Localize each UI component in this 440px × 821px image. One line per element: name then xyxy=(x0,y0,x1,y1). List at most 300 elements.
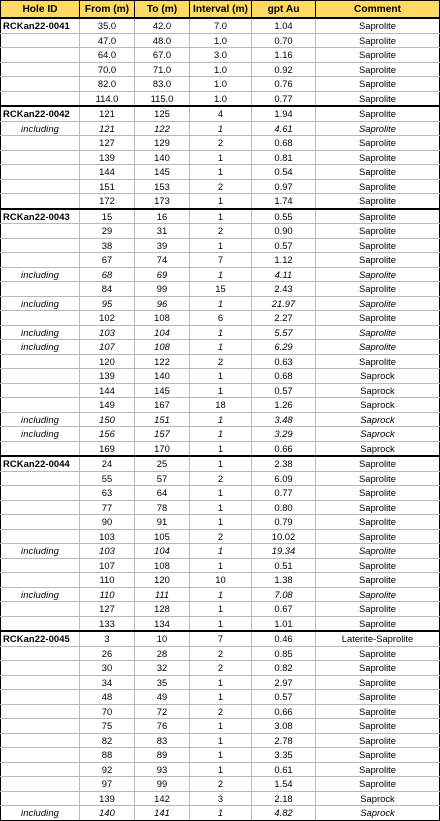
cell-comment: Saprolite xyxy=(316,602,440,617)
table-row xyxy=(1,77,440,92)
cell-interval: 1 xyxy=(190,150,252,165)
cell-including-label: including xyxy=(1,806,80,821)
cell-from: 95 xyxy=(80,296,135,311)
cell-gpt-au: 2.97 xyxy=(252,675,316,690)
cell-to: 105 xyxy=(135,529,190,544)
cell-interval: 1 xyxy=(190,806,252,821)
cell-comment: Saprolite xyxy=(316,515,440,530)
cell-hole-id-blank xyxy=(1,486,80,501)
cell-hole-id-blank xyxy=(1,733,80,748)
cell-interval: 1 xyxy=(190,733,252,748)
cell-hole-id-blank xyxy=(1,165,80,180)
cell-gpt-au: 1.54 xyxy=(252,777,316,792)
table-row xyxy=(1,704,440,719)
cell-gpt-au: 3.35 xyxy=(252,748,316,763)
table-row-including xyxy=(1,806,440,821)
cell-to: 128 xyxy=(135,602,190,617)
cell-interval: 1 xyxy=(190,383,252,398)
header-from: From (m) xyxy=(80,1,135,19)
header-interval: Interval (m) xyxy=(190,1,252,19)
cell-interval: 1 xyxy=(190,194,252,209)
cell-including-label: including xyxy=(1,296,80,311)
cell-gpt-au: 0.61 xyxy=(252,762,316,777)
cell-comment: Saprolite xyxy=(316,121,440,136)
cell-from: 47.0 xyxy=(80,33,135,48)
cell-from: 63 xyxy=(80,486,135,501)
cell-comment: Saprolite xyxy=(316,573,440,588)
cell-from: 121 xyxy=(80,121,135,136)
cell-interval: 2 xyxy=(190,224,252,239)
table-row xyxy=(1,690,440,705)
cell-from: 88 xyxy=(80,748,135,763)
cell-to: 31 xyxy=(135,224,190,239)
cell-comment: Saprolite xyxy=(316,296,440,311)
cell-from: 64.0 xyxy=(80,48,135,63)
cell-interval: 1 xyxy=(190,602,252,617)
cell-gpt-au: 0.66 xyxy=(252,441,316,456)
cell-from: 107 xyxy=(80,558,135,573)
cell-from: 139 xyxy=(80,791,135,806)
table-row xyxy=(1,602,440,617)
cell-hole-id-blank xyxy=(1,150,80,165)
cell-comment: Saprolite xyxy=(316,777,440,792)
cell-hole-id-blank xyxy=(1,91,80,106)
cell-comment: Saprolite xyxy=(316,500,440,515)
cell-from: 169 xyxy=(80,441,135,456)
cell-comment: Saprolite xyxy=(316,209,440,224)
cell-including-label: including xyxy=(1,427,80,442)
cell-from: 90 xyxy=(80,515,135,530)
table-row xyxy=(1,209,440,224)
table-row xyxy=(1,354,440,369)
cell-gpt-au: 3.08 xyxy=(252,719,316,734)
table-row xyxy=(1,719,440,734)
cell-to: 10 xyxy=(135,631,190,646)
cell-including-label: including xyxy=(1,325,80,340)
cell-gpt-au: 1.94 xyxy=(252,106,316,121)
table-row xyxy=(1,529,440,544)
cell-from: 35.0 xyxy=(80,18,135,33)
cell-from: 144 xyxy=(80,383,135,398)
cell-comment: Saprolite xyxy=(316,253,440,268)
cell-comment: Saprolite xyxy=(316,690,440,705)
cell-hole-id-blank xyxy=(1,441,80,456)
table-row-including xyxy=(1,544,440,559)
cell-gpt-au: 0.92 xyxy=(252,62,316,77)
cell-hole-id-blank xyxy=(1,762,80,777)
cell-comment: Saprolite xyxy=(316,675,440,690)
table-row xyxy=(1,179,440,194)
cell-interval: 2 xyxy=(190,354,252,369)
cell-to: 74 xyxy=(135,253,190,268)
cell-gpt-au: 0.68 xyxy=(252,136,316,151)
cell-gpt-au: 3.29 xyxy=(252,427,316,442)
table-row xyxy=(1,398,440,413)
table-row xyxy=(1,500,440,515)
cell-comment: Saprolite xyxy=(316,704,440,719)
cell-gpt-au: 6.09 xyxy=(252,471,316,486)
cell-hole-id-blank xyxy=(1,500,80,515)
table-row xyxy=(1,733,440,748)
cell-to: 167 xyxy=(135,398,190,413)
cell-hole-id-blank xyxy=(1,369,80,384)
cell-to: 76 xyxy=(135,719,190,734)
cell-to: 96 xyxy=(135,296,190,311)
cell-gpt-au: 19.34 xyxy=(252,544,316,559)
table-row xyxy=(1,18,440,33)
cell-gpt-au: 0.68 xyxy=(252,369,316,384)
cell-from: 103 xyxy=(80,544,135,559)
cell-comment: Saprolite xyxy=(316,558,440,573)
cell-from: 139 xyxy=(80,150,135,165)
cell-to: 25 xyxy=(135,456,190,471)
cell-from: 103 xyxy=(80,325,135,340)
table-row xyxy=(1,675,440,690)
cell-interval: 1.0 xyxy=(190,33,252,48)
cell-from: 139 xyxy=(80,369,135,384)
cell-to: 83.0 xyxy=(135,77,190,92)
cell-comment: Saprolite xyxy=(316,150,440,165)
header-hole-id: Hole ID xyxy=(1,1,80,19)
cell-to: 57 xyxy=(135,471,190,486)
header-to: To (m) xyxy=(135,1,190,19)
cell-interval: 4 xyxy=(190,106,252,121)
cell-from: 150 xyxy=(80,412,135,427)
cell-gpt-au: 0.90 xyxy=(252,224,316,239)
cell-interval: 1.0 xyxy=(190,91,252,106)
cell-gpt-au: 0.66 xyxy=(252,704,316,719)
cell-interval: 1 xyxy=(190,719,252,734)
cell-interval: 1 xyxy=(190,558,252,573)
table-row xyxy=(1,369,440,384)
cell-gpt-au: 2.38 xyxy=(252,456,316,471)
cell-interval: 1 xyxy=(190,587,252,602)
cell-gpt-au: 7.08 xyxy=(252,587,316,602)
cell-gpt-au: 0.63 xyxy=(252,354,316,369)
cell-interval: 7.0 xyxy=(190,18,252,33)
cell-hole-id-blank xyxy=(1,602,80,617)
cell-gpt-au: 2.43 xyxy=(252,282,316,297)
cell-interval: 2 xyxy=(190,471,252,486)
cell-comment: Saprock xyxy=(316,441,440,456)
cell-interval: 1 xyxy=(190,325,252,340)
cell-to: 115.0 xyxy=(135,91,190,106)
cell-from: 97 xyxy=(80,777,135,792)
cell-comment: Saprolite xyxy=(316,616,440,631)
cell-from: 34 xyxy=(80,675,135,690)
cell-interval: 3 xyxy=(190,791,252,806)
cell-from: 92 xyxy=(80,762,135,777)
cell-including-label: including xyxy=(1,267,80,282)
cell-comment: Saprolite xyxy=(316,733,440,748)
cell-to: 125 xyxy=(135,106,190,121)
cell-hole-id-blank xyxy=(1,253,80,268)
cell-comment: Saprolite xyxy=(316,486,440,501)
cell-to: 140 xyxy=(135,150,190,165)
cell-to: 141 xyxy=(135,806,190,821)
cell-comment: Saprock xyxy=(316,806,440,821)
cell-comment: Saprolite xyxy=(316,544,440,559)
cell-gpt-au: 2.27 xyxy=(252,311,316,326)
cell-comment: Saprock xyxy=(316,791,440,806)
cell-to: 67.0 xyxy=(135,48,190,63)
cell-from: 107 xyxy=(80,340,135,355)
cell-comment: Saprolite xyxy=(316,48,440,63)
cell-from: 144 xyxy=(80,165,135,180)
table-row xyxy=(1,762,440,777)
cell-from: 75 xyxy=(80,719,135,734)
cell-interval: 2 xyxy=(190,777,252,792)
cell-hole-id-blank xyxy=(1,471,80,486)
cell-interval: 1 xyxy=(190,748,252,763)
cell-gpt-au: 5.57 xyxy=(252,325,316,340)
cell-comment: Laterite-Saprolite xyxy=(316,631,440,646)
cell-gpt-au: 0.57 xyxy=(252,690,316,705)
cell-from: 24 xyxy=(80,456,135,471)
cell-hole-id-blank xyxy=(1,675,80,690)
cell-interval: 1 xyxy=(190,486,252,501)
cell-from: 3 xyxy=(80,631,135,646)
cell-to: 170 xyxy=(135,441,190,456)
cell-interval: 2 xyxy=(190,646,252,661)
cell-interval: 2 xyxy=(190,529,252,544)
cell-from: 103 xyxy=(80,529,135,544)
cell-from: 30 xyxy=(80,661,135,676)
cell-hole-id-blank xyxy=(1,573,80,588)
cell-from: 120 xyxy=(80,354,135,369)
cell-comment: Saprolite xyxy=(316,311,440,326)
cell-comment: Saprolite xyxy=(316,661,440,676)
cell-gpt-au: 6.29 xyxy=(252,340,316,355)
cell-hole-id-blank xyxy=(1,646,80,661)
table-row xyxy=(1,646,440,661)
cell-including-label: including xyxy=(1,412,80,427)
cell-gpt-au: 0.82 xyxy=(252,661,316,676)
cell-interval: 1 xyxy=(190,121,252,136)
cell-from: 55 xyxy=(80,471,135,486)
cell-from: 68 xyxy=(80,267,135,282)
table-row-including xyxy=(1,427,440,442)
cell-to: 142 xyxy=(135,791,190,806)
cell-hole-id-blank xyxy=(1,62,80,77)
table-row xyxy=(1,91,440,106)
cell-interval: 1 xyxy=(190,369,252,384)
table-row xyxy=(1,616,440,631)
cell-interval: 2 xyxy=(190,179,252,194)
cell-gpt-au: 1.16 xyxy=(252,48,316,63)
table-row xyxy=(1,62,440,77)
cell-interval: 1 xyxy=(190,296,252,311)
cell-comment: Saprolite xyxy=(316,354,440,369)
cell-interval: 10 xyxy=(190,573,252,588)
table-row xyxy=(1,48,440,63)
cell-comment: Saprolite xyxy=(316,325,440,340)
cell-hole-id: RCKan22-0045 xyxy=(1,631,80,646)
cell-from: 172 xyxy=(80,194,135,209)
cell-interval: 2 xyxy=(190,661,252,676)
cell-hole-id-blank xyxy=(1,719,80,734)
cell-hole-id-blank xyxy=(1,704,80,719)
cell-gpt-au: 4.11 xyxy=(252,267,316,282)
cell-gpt-au: 0.80 xyxy=(252,500,316,515)
cell-from: 127 xyxy=(80,602,135,617)
table-row-including xyxy=(1,325,440,340)
cell-to: 153 xyxy=(135,179,190,194)
cell-comment: Saprock xyxy=(316,398,440,413)
cell-interval: 1 xyxy=(190,544,252,559)
cell-from: 67 xyxy=(80,253,135,268)
cell-comment: Saprolite xyxy=(316,719,440,734)
cell-gpt-au: 0.46 xyxy=(252,631,316,646)
cell-to: 49 xyxy=(135,690,190,705)
cell-gpt-au: 0.77 xyxy=(252,91,316,106)
cell-comment: Saprolite xyxy=(316,456,440,471)
cell-gpt-au: 0.67 xyxy=(252,602,316,617)
table-row xyxy=(1,238,440,253)
cell-to: 120 xyxy=(135,573,190,588)
cell-from: 151 xyxy=(80,179,135,194)
cell-gpt-au: 0.77 xyxy=(252,486,316,501)
cell-comment: Saprolite xyxy=(316,165,440,180)
cell-interval: 6 xyxy=(190,311,252,326)
table-row xyxy=(1,558,440,573)
cell-gpt-au: 1.01 xyxy=(252,616,316,631)
cell-to: 99 xyxy=(135,777,190,792)
cell-hole-id-blank xyxy=(1,224,80,239)
cell-hole-id-blank xyxy=(1,558,80,573)
cell-to: 28 xyxy=(135,646,190,661)
cell-from: 70.0 xyxy=(80,62,135,77)
cell-hole-id-blank xyxy=(1,777,80,792)
cell-to: 134 xyxy=(135,616,190,631)
cell-gpt-au: 0.79 xyxy=(252,515,316,530)
cell-gpt-au: 0.55 xyxy=(252,209,316,224)
cell-to: 91 xyxy=(135,515,190,530)
table-row xyxy=(1,150,440,165)
cell-hole-id: RCKan22-0043 xyxy=(1,209,80,224)
table-row xyxy=(1,661,440,676)
cell-including-label: including xyxy=(1,121,80,136)
cell-to: 48.0 xyxy=(135,33,190,48)
cell-including-label: including xyxy=(1,587,80,602)
table-row xyxy=(1,194,440,209)
header-row xyxy=(1,1,440,19)
cell-hole-id-blank xyxy=(1,661,80,676)
cell-hole-id-blank xyxy=(1,282,80,297)
cell-to: 89 xyxy=(135,748,190,763)
cell-interval: 1 xyxy=(190,762,252,777)
table-row-including xyxy=(1,267,440,282)
cell-comment: Saprolite xyxy=(316,646,440,661)
cell-to: 129 xyxy=(135,136,190,151)
cell-hole-id-blank xyxy=(1,238,80,253)
cell-comment: Saprolite xyxy=(316,106,440,121)
cell-hole-id-blank xyxy=(1,311,80,326)
cell-to: 78 xyxy=(135,500,190,515)
cell-from: 82.0 xyxy=(80,77,135,92)
cell-to: 108 xyxy=(135,340,190,355)
cell-gpt-au: 1.74 xyxy=(252,194,316,209)
cell-to: 104 xyxy=(135,544,190,559)
cell-comment: Saprolite xyxy=(316,62,440,77)
table-row xyxy=(1,573,440,588)
cell-including-label: including xyxy=(1,340,80,355)
table-row xyxy=(1,441,440,456)
cell-gpt-au: 1.12 xyxy=(252,253,316,268)
cell-hole-id: RCKan22-0044 xyxy=(1,456,80,471)
table-row xyxy=(1,33,440,48)
cell-interval: 1 xyxy=(190,165,252,180)
cell-interval: 1 xyxy=(190,616,252,631)
cell-gpt-au: 0.54 xyxy=(252,165,316,180)
table-row xyxy=(1,106,440,121)
cell-interval: 1 xyxy=(190,209,252,224)
table-row xyxy=(1,515,440,530)
cell-from: 38 xyxy=(80,238,135,253)
table-row xyxy=(1,282,440,297)
table-row xyxy=(1,456,440,471)
cell-gpt-au: 0.57 xyxy=(252,238,316,253)
cell-interval: 18 xyxy=(190,398,252,413)
cell-from: 84 xyxy=(80,282,135,297)
cell-from: 29 xyxy=(80,224,135,239)
cell-from: 110 xyxy=(80,573,135,588)
cell-from: 26 xyxy=(80,646,135,661)
cell-hole-id-blank xyxy=(1,33,80,48)
table-body xyxy=(1,18,440,820)
cell-hole-id-blank xyxy=(1,616,80,631)
cell-interval: 2 xyxy=(190,704,252,719)
cell-interval: 1 xyxy=(190,690,252,705)
cell-comment: Saprolite xyxy=(316,587,440,602)
cell-from: 133 xyxy=(80,616,135,631)
table-row xyxy=(1,631,440,646)
cell-to: 72 xyxy=(135,704,190,719)
table-row-including xyxy=(1,340,440,355)
cell-hole-id-blank xyxy=(1,529,80,544)
cell-hole-id-blank xyxy=(1,398,80,413)
cell-to: 145 xyxy=(135,383,190,398)
cell-interval: 1 xyxy=(190,441,252,456)
cell-to: 35 xyxy=(135,675,190,690)
cell-to: 122 xyxy=(135,354,190,369)
cell-gpt-au: 0.76 xyxy=(252,77,316,92)
cell-comment: Saprolite xyxy=(316,194,440,209)
table-row xyxy=(1,165,440,180)
cell-from: 82 xyxy=(80,733,135,748)
cell-to: 104 xyxy=(135,325,190,340)
cell-to: 99 xyxy=(135,282,190,297)
cell-comment: Saprock xyxy=(316,427,440,442)
cell-to: 71.0 xyxy=(135,62,190,77)
cell-comment: Saprock xyxy=(316,412,440,427)
cell-interval: 1 xyxy=(190,456,252,471)
cell-from: 121 xyxy=(80,106,135,121)
table-row xyxy=(1,748,440,763)
table-row xyxy=(1,486,440,501)
cell-to: 16 xyxy=(135,209,190,224)
cell-interval: 1 xyxy=(190,500,252,515)
cell-gpt-au: 0.85 xyxy=(252,646,316,661)
cell-hole-id-blank xyxy=(1,354,80,369)
cell-hole-id: RCKan22-0042 xyxy=(1,106,80,121)
cell-hole-id-blank xyxy=(1,194,80,209)
cell-to: 122 xyxy=(135,121,190,136)
cell-interval: 1 xyxy=(190,238,252,253)
table-row xyxy=(1,224,440,239)
cell-comment: Saprock xyxy=(316,369,440,384)
cell-comment: Saprolite xyxy=(316,762,440,777)
